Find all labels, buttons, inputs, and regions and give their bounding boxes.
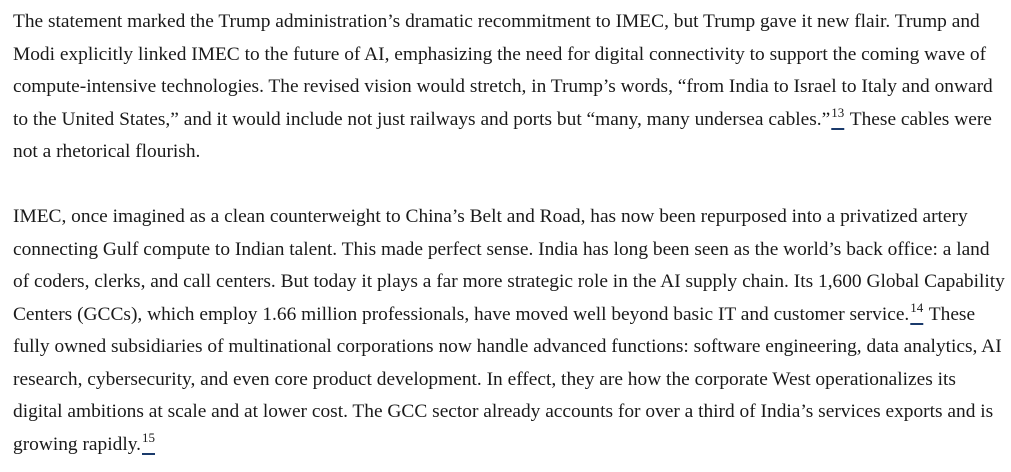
paragraph-2 — [13, 201, 1005, 461]
footnote-13-link[interactable]: 13 — [831, 104, 845, 120]
paragraph-1-tail: These cables were not a rhetorical flourish. — [13, 108, 992, 162]
footnote-15-link[interactable]: 15 — [142, 429, 155, 445]
paragraph-2-text: IMEC, once imagined as a clean counterweight to China’s Belt and Road, has now been repurposed into a privatized artery connecting Gulf compute to Indian talent. This made perfect sense. India has long been seen as the world’s back office: a land of coders, clerks, and call centers. But today it plays a far more strategic role in the AI supply chain. Its 1,600 Global Capability Centers (GCCs), which employ 1.66 million professionals, have moved well beyond basic IT and customer service. — [13, 206, 1005, 325]
paragraph-2-tail: These fully owned subsidiaries of multinational corporations now handle advanced functions: software engineering, data analytics, AI research, cybersecurity, and even core product development. In effect, they are how the corporate West operationalizes its digital ambitions at scale and at lower cost. The GCC sector already accounts for over a third of India’s services exports and is growing rapidly. — [13, 303, 1002, 455]
paragraph-1 — [13, 6, 1005, 169]
article-body — [13, 6, 1005, 461]
paragraph-1-text: The statement marked the Trump administration’s dramatic recommitment to IMEC, but Trump gave it new flair. Trump and Modi explicitly linked IMEC to the future of AI, emphasizing the need for digital connectivity to support the coming wave of compute-intensive technologies. The revised vision would stretch, in Trump’s words, “from India to Israel to Italy and onward to the United States,” and it would include not just railways and ports but “many, many undersea cables.” — [13, 11, 993, 130]
footnote-14-link[interactable]: 14 — [910, 299, 924, 315]
